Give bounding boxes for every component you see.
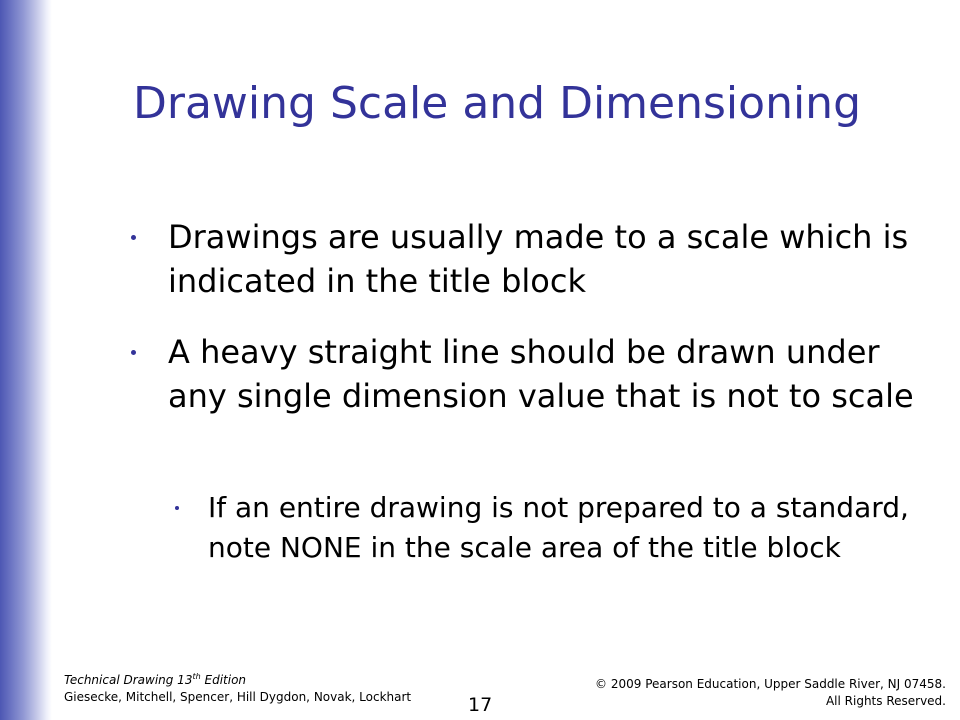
copyright-line-2: All Rights Reserved.	[825, 694, 946, 708]
sub-bullet-dot-icon	[175, 506, 179, 510]
slide-side-gradient-bar	[0, 0, 52, 720]
footer-book-info	[64, 672, 411, 706]
footer-authors: Giesecke, Mitchell, Spencer, Hill Dygdon, Novak, Lockhart	[64, 690, 412, 704]
bullet-text: Drawings are usually made to a scale which is indicated in the title block	[168, 218, 909, 300]
slide-title: Drawing Scale and Dimensioning	[133, 78, 861, 129]
bullet-dot-icon	[131, 235, 136, 240]
sub-bullet-item	[208, 488, 928, 568]
bullet-item	[168, 215, 938, 303]
copyright-line-1: © 2009 Pearson Education, Upper Saddle River, NJ 07458.	[595, 677, 946, 691]
footer-book-title: Technical Drawing 13th Edition	[64, 672, 247, 687]
bullet-item	[168, 330, 938, 418]
bullet-text: A heavy straight line should be drawn under any single dimension value that is not to scale	[168, 333, 914, 415]
page-number: 17	[468, 694, 493, 716]
footer-copyright	[595, 676, 946, 710]
sub-bullet-text: If an entire drawing is not prepared to a standard, note NONE in the scale area of the title block	[208, 491, 909, 564]
bullet-dot-icon	[131, 350, 136, 355]
